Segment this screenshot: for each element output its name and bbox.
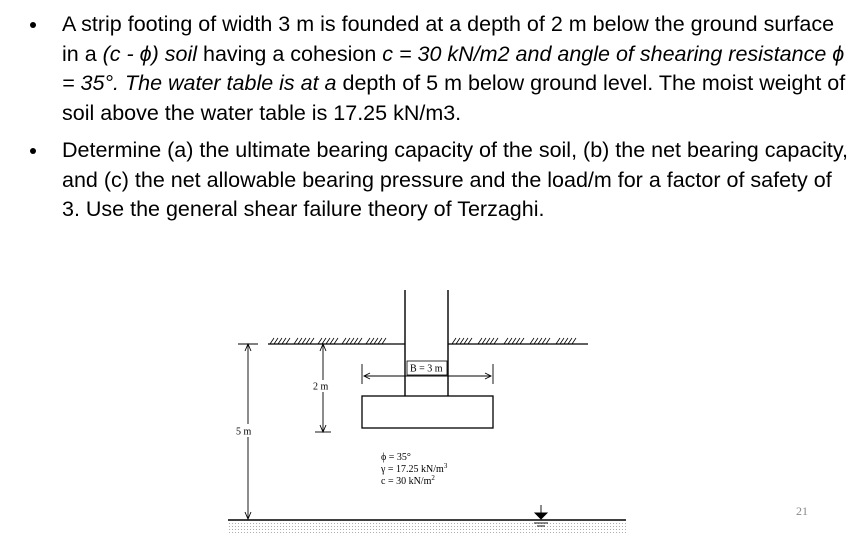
gamma-label [380, 462, 448, 475]
cohesion-label-sup: 2 [431, 474, 435, 482]
cohesion-label-text: c = 30 kN/m [381, 476, 432, 487]
depth-label: 2 m [313, 381, 329, 393]
text-segment: depth of 5 m below ground level. The moist weight of soil above the water table is 17.25 kN/m3. [62, 71, 846, 125]
text-segment-italic: (c - ϕ) soil [102, 41, 198, 66]
ground-hatching [270, 338, 576, 344]
task-text: Determine (a) the ultimate bearing capacity of the soil, (b) the net bearing capacity, and (c) the net allowable bearing pressure and the load/m for a factor of safety of 3. Use the general shear failure theory of Terzaghi. [62, 138, 848, 221]
phi-label: ϕ = 35° [381, 452, 411, 463]
text-segment: having a cohesion [197, 41, 383, 66]
saturated-zone [228, 521, 626, 534]
cohesion-label [381, 474, 435, 487]
gamma-label-text: γ = 17.25 kN/m [381, 464, 444, 475]
gamma-label-sup: 3 [443, 462, 448, 470]
text-segment: A strip footing of width 3 m is founded at a depth of 2 m below the ground surface in a [62, 12, 835, 66]
water-table-symbol [534, 505, 548, 526]
page-number: 21 [796, 504, 808, 518]
width-label: B = 3 m [410, 363, 443, 375]
column [405, 290, 448, 396]
text-segment-italic: c = 30 kN/m2 and angle of shearing resistance ϕ = 35°. The water table is at a [62, 41, 845, 95]
water-table-depth-label: 5 m [236, 426, 252, 438]
footing-slab [362, 396, 493, 428]
